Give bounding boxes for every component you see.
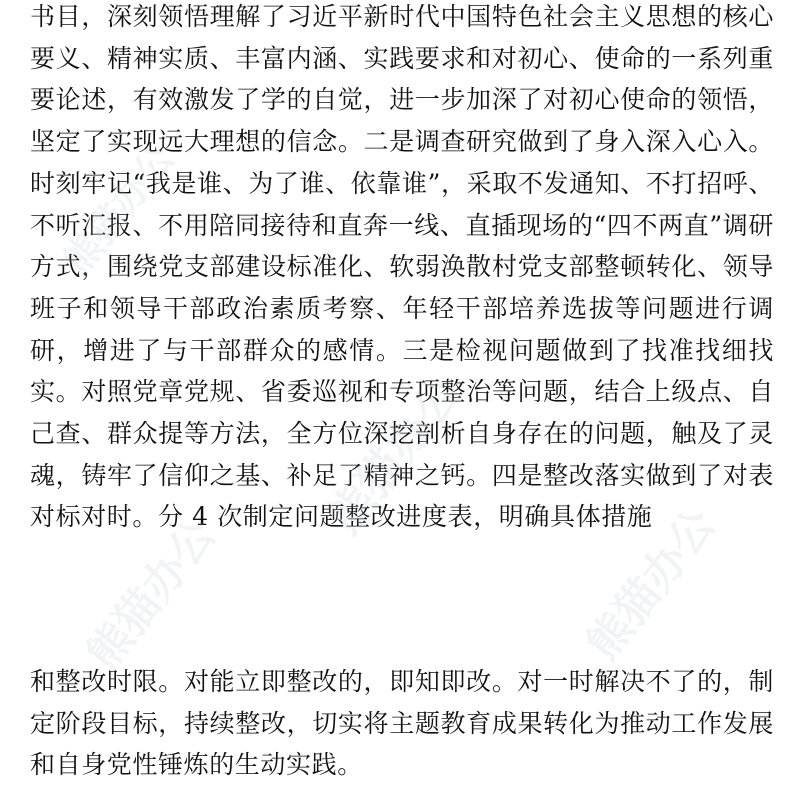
watermark-4: 熊猫办公 <box>54 136 183 284</box>
body-paragraph-1: 书目，深刻领悟理解了习近平新时代中国特色社会主义思想的核心要义、精神实质、丰富内涵、实践要求和对初心、使命的一系列重要论述，有效激发了学的自觉，进一步加深了对初心使命的领悟，坚定了实现远大理想的信念。二是调查研究做到了身入深入心入。时刻牢记“我是谁、为了谁、依靠谁”，采取不发通知、不打招呼、不听汇报、不用陪同接待和直奔一线、直插现场的“四不两直”调研方式，围绕党支部建设标准化、软弱涣散村党支部整顿转化、领导班子和领导干部政治素质考察、年轻干部培养选拔等问题进行调研，增进了与干部群众的感情。三是检视问题做到了找准找细找实。对照党章党规、省委巡视和专项整治等问题，结合上级点、自己查、群众提等方法，全方位深挖剖析自身存在的问题，触及了灵魂，铸牢了信仰之基、补足了精神之钙。四是整改落实做到了对表对标对时。分 4 次制定问题整改进度表，明确具体措施 <box>30 2 774 532</box>
body-paragraph-2: 和整改时限。对能立即整改的，即知即改。对一时解决不了的，制定阶段目标，持续整改，切实将主题教育成果转化为推动工作发展和自身党性锤炼的生动实践。 <box>30 667 774 780</box>
watermark-2: 熊猫办公 <box>316 365 473 544</box>
watermark-1: 熊猫办公 <box>77 509 226 680</box>
watermark-3: 熊猫办公 <box>577 499 726 670</box>
